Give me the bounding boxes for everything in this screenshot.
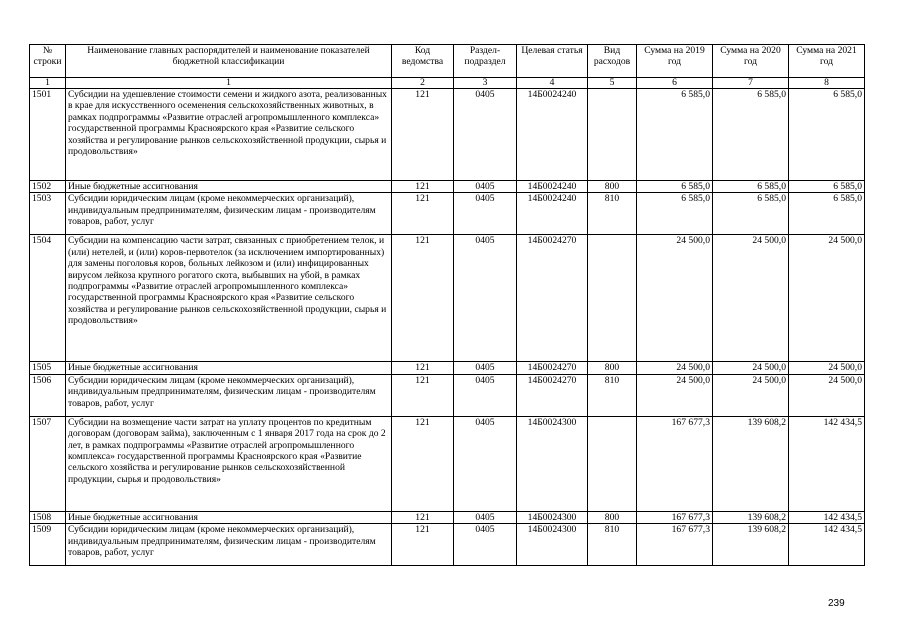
row-sum-2020: 24 500,0 bbox=[713, 235, 789, 362]
row-sum-2021: 24 500,0 bbox=[789, 235, 865, 362]
row-section: 0405 bbox=[454, 511, 517, 523]
row-target-article: 14Б0024270 bbox=[517, 235, 588, 362]
row-sum-2021: 6 585,0 bbox=[789, 89, 865, 181]
row-department-code: 121 bbox=[392, 89, 454, 181]
header-department-code: Код ведомства bbox=[392, 45, 454, 78]
page-number: 239 bbox=[828, 598, 845, 609]
row-expense-type bbox=[588, 89, 637, 181]
row-section: 0405 bbox=[454, 89, 517, 181]
row-sum-2021: 142 434,5 bbox=[789, 524, 865, 566]
table-body bbox=[30, 89, 865, 566]
row-department-code: 121 bbox=[392, 416, 454, 511]
header-sum-2019: Сумма на 2019 год bbox=[637, 45, 713, 78]
column-number: 1 bbox=[30, 78, 66, 89]
table-row bbox=[30, 235, 865, 362]
row-number: 1506 bbox=[30, 374, 66, 416]
row-sum-2021: 6 585,0 bbox=[789, 193, 865, 235]
row-target-article: 14Б0024240 bbox=[517, 89, 588, 181]
header-section: Раздел-подраздел bbox=[454, 45, 517, 78]
row-sum-2019: 24 500,0 bbox=[637, 235, 713, 362]
row-department-code: 121 bbox=[392, 193, 454, 235]
row-sum-2020: 6 585,0 bbox=[713, 89, 789, 181]
table-row bbox=[30, 89, 865, 181]
row-number: 1509 bbox=[30, 524, 66, 566]
row-target-article: 14Б0024270 bbox=[517, 362, 588, 374]
row-name: Иные бюджетные ассигнования bbox=[66, 181, 392, 193]
row-department-code: 121 bbox=[392, 511, 454, 523]
row-expense-type: 810 bbox=[588, 193, 637, 235]
row-section: 0405 bbox=[454, 362, 517, 374]
header-target-article: Целевая статья bbox=[517, 45, 588, 78]
row-expense-type: 800 bbox=[588, 511, 637, 523]
row-department-code: 121 bbox=[392, 235, 454, 362]
row-sum-2021: 6 585,0 bbox=[789, 181, 865, 193]
row-section: 0405 bbox=[454, 416, 517, 511]
row-section: 0405 bbox=[454, 524, 517, 566]
table-header bbox=[30, 45, 865, 89]
row-sum-2020: 24 500,0 bbox=[713, 374, 789, 416]
column-number: 4 bbox=[517, 78, 588, 89]
budget-table bbox=[29, 44, 865, 566]
row-sum-2021: 24 500,0 bbox=[789, 362, 865, 374]
row-target-article: 14Б0024300 bbox=[517, 416, 588, 511]
row-sum-2019: 24 500,0 bbox=[637, 362, 713, 374]
row-expense-type: 810 bbox=[588, 374, 637, 416]
header-sum-2020: Сумма на 2020 год bbox=[713, 45, 789, 78]
row-target-article: 14Б0024240 bbox=[517, 181, 588, 193]
table-row bbox=[30, 193, 865, 235]
row-department-code: 121 bbox=[392, 181, 454, 193]
row-sum-2020: 139 608,2 bbox=[713, 416, 789, 511]
column-numbers-row bbox=[30, 78, 865, 89]
column-number: 3 bbox=[454, 78, 517, 89]
row-sum-2019: 6 585,0 bbox=[637, 193, 713, 235]
row-name: Субсидии на удешевление стоимости семени и жидкого азота, реализованных в крае для искусственного осеменения сельскохозяйственных животных, в рамках подпрограммы «Развитие отраслей агропромышленного комплекса» государственной программы Красноярского края «Развитие сельского хозяйства и регулирование рынков сельскохозяйственной продукции, сырья и продовольствия» bbox=[66, 89, 392, 181]
row-number: 1507 bbox=[30, 416, 66, 511]
row-name: Субсидии юридическим лицам (кроме некоммерческих организаций), индивидуальным предпринимателям, физическим лицам - производителям товаров, работ, услуг bbox=[66, 524, 392, 566]
row-number: 1503 bbox=[30, 193, 66, 235]
row-expense-type bbox=[588, 235, 637, 362]
row-section: 0405 bbox=[454, 374, 517, 416]
column-number: 6 bbox=[637, 78, 713, 89]
row-target-article: 14Б0024300 bbox=[517, 524, 588, 566]
row-sum-2019: 167 677,3 bbox=[637, 416, 713, 511]
row-sum-2021: 142 434,5 bbox=[789, 511, 865, 523]
header-expense-type: Вид расходов bbox=[588, 45, 637, 78]
table-row bbox=[30, 181, 865, 193]
row-number: 1508 bbox=[30, 511, 66, 523]
row-section: 0405 bbox=[454, 181, 517, 193]
column-number: 2 bbox=[392, 78, 454, 89]
row-sum-2020: 6 585,0 bbox=[713, 193, 789, 235]
document-page bbox=[29, 44, 865, 566]
row-sum-2019: 6 585,0 bbox=[637, 89, 713, 181]
row-number: 1502 bbox=[30, 181, 66, 193]
header-sum-2021: Сумма на 2021 год bbox=[789, 45, 865, 78]
column-number: 8 bbox=[789, 78, 865, 89]
row-sum-2020: 139 608,2 bbox=[713, 511, 789, 523]
row-name: Субсидии на компенсацию части затрат, связанных с приобретением телок, и (или) нетелей, и (или) коров-первотелок (за исключением импортированных) для замены поголовья коров, больных лейкозом и (или) инфицированных вирусом лейкоза крупного рогатого скота, выбывших на убой, в рамках подпрограммы «Развитие отраслей агропромышленного комплекса» государственной программы Красноярского края «Развитие сельского хозяйства и регулирование рынков сельскохозяйственной продукции, сырья и продовольствия» bbox=[66, 235, 392, 362]
row-sum-2019: 167 677,3 bbox=[637, 511, 713, 523]
table-row bbox=[30, 416, 865, 511]
table-row bbox=[30, 362, 865, 374]
row-name: Субсидии на возмещение части затрат на уплату процентов по кредитным договорам (договорам займа), заключенным с 1 января 2017 года на срок до 2 лет, в рамках подпрограммы «Развитие отраслей агропромышленного комплекса» государственной программы Красноярского края «Развитие сельского хозяйства и регулирование рынков сельскохозяйственной продукции, сырья и продовольствия» bbox=[66, 416, 392, 511]
row-target-article: 14Б0024300 bbox=[517, 511, 588, 523]
row-expense-type: 800 bbox=[588, 181, 637, 193]
row-section: 0405 bbox=[454, 193, 517, 235]
row-target-article: 14Б0024270 bbox=[517, 374, 588, 416]
row-sum-2019: 24 500,0 bbox=[637, 374, 713, 416]
row-sum-2020: 6 585,0 bbox=[713, 181, 789, 193]
header-name: Наименование главных распорядителей и наименование показателей бюджетной классификации bbox=[66, 45, 392, 78]
row-sum-2020: 24 500,0 bbox=[713, 362, 789, 374]
table-row bbox=[30, 524, 865, 566]
row-name: Иные бюджетные ассигнования bbox=[66, 511, 392, 523]
row-expense-type: 810 bbox=[588, 524, 637, 566]
row-expense-type: 800 bbox=[588, 362, 637, 374]
header-row-number: № строки bbox=[30, 45, 66, 78]
table-row bbox=[30, 374, 865, 416]
row-sum-2019: 167 677,3 bbox=[637, 524, 713, 566]
row-sum-2021: 142 434,5 bbox=[789, 416, 865, 511]
row-number: 1505 bbox=[30, 362, 66, 374]
row-department-code: 121 bbox=[392, 374, 454, 416]
column-number: 7 bbox=[713, 78, 789, 89]
row-section: 0405 bbox=[454, 235, 517, 362]
row-target-article: 14Б0024240 bbox=[517, 193, 588, 235]
column-number: 5 bbox=[588, 78, 637, 89]
row-sum-2019: 6 585,0 bbox=[637, 181, 713, 193]
row-expense-type bbox=[588, 416, 637, 511]
row-department-code: 121 bbox=[392, 524, 454, 566]
row-department-code: 121 bbox=[392, 362, 454, 374]
row-number: 1504 bbox=[30, 235, 66, 362]
column-number: 1 bbox=[66, 78, 392, 89]
row-sum-2020: 139 608,2 bbox=[713, 524, 789, 566]
row-number: 1501 bbox=[30, 89, 66, 181]
row-name: Субсидии юридическим лицам (кроме некоммерческих организаций), индивидуальным предпринимателям, физическим лицам - производителям товаров, работ, услуг bbox=[66, 193, 392, 235]
table-row bbox=[30, 511, 865, 523]
row-name: Иные бюджетные ассигнования bbox=[66, 362, 392, 374]
row-name: Субсидии юридическим лицам (кроме некоммерческих организаций), индивидуальным предпринимателям, физическим лицам - производителям товаров, работ, услуг bbox=[66, 374, 392, 416]
row-sum-2021: 24 500,0 bbox=[789, 374, 865, 416]
